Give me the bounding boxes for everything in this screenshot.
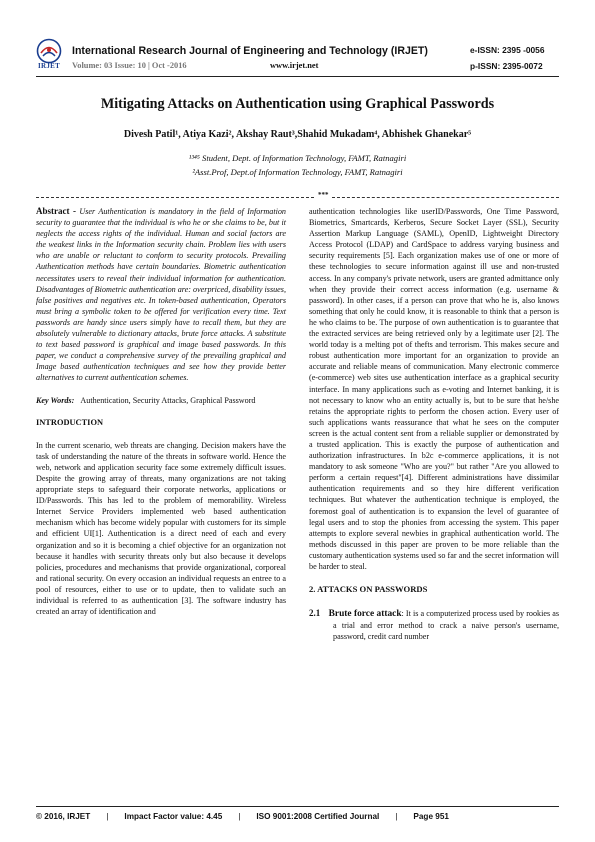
separator-mark: ***: [318, 191, 329, 199]
introduction-text: In the current scenario, web threats are changing. Decision makers have the task of understanding the nature of the threats in software world. Hence the web, network and application security face some extremely difficult issues. Despite the growing array of threats, many organizations are not taking appropriate steps to safeguard their corporate networks, applications or ID/Passwords. This has led to the problem of memorability. Wireless Internet Service Providers implemented web based authentication mechanism which has become widely popular with customers for its simple and efficient UI[1]. Authentication is a direct need of each and every organization and so it is becoming a chief objective for an organization not because it handles with security threats only but also because it develops policies, procedures and mechanisms that provide organizational, corporeal and rational security. On every occasion an individual requests an entree to a pool of resources, either to use or to update, then to validate such an individual is referred to as authentication [3]. The software industry has created an array of identification and: [36, 440, 286, 617]
footer-iso: ISO 9001:2008 Certified Journal: [256, 812, 380, 821]
affiliation-professor: ²Asst.Prof, Dept.of Information Technology, FAMT, Ratnagiri: [192, 167, 403, 177]
left-column: [36, 206, 286, 628]
footer-page-number: Page 951: [413, 812, 449, 821]
right-column: [309, 206, 559, 653]
page-footer: [36, 812, 559, 821]
footer-divider: |: [238, 812, 241, 821]
separator-line-left: [36, 197, 314, 198]
affiliation-students: ¹³⁴⁵ Student, Dept. of Information Technology, FAMT, Ratnagiri: [188, 153, 407, 163]
keywords-paragraph: [36, 395, 286, 406]
keywords-label: Key Words:: [36, 395, 75, 405]
author-list: Divesh Patil¹, Atiya Kazi², Akshay Raut³,Shahid Mukadam⁴, Abhishek Ghanekar⁵: [123, 129, 472, 140]
header-rule: [36, 76, 559, 77]
journal-website-link[interactable]: www.irjet.net: [270, 61, 319, 70]
footer-rule: [36, 806, 559, 807]
abstract-text: User Authentication is mandatory in the field of Information security to guarantee that the individual is who he or she claims to be, but it neglects the access rights of the individual. Human and social factors are the weakest links in the Information security chain. Problem lies with users who are unable or reluctant to conform to security protocols. Prevailing Authentication methods have certain boundaries. Biometric authentication necessitates users to reveal their individual information for authentication. Disadvantages of Biometric authentication are: overpriced, disability issues, false positives and negatives etc. In token-based authentication, Operators must bring a symbolic token to be offered for verification every time. Text passwords are handy since users simply have to recall them, but they are absolutely vulnerable to dictionary attacks, brute force attacks. A substitute to text based password is graphical and image based passwords. In this paper, we conduct a comprehensive survey of the prevailing graphical and Image based authentication techniques and see how they provide better alternatives to current authentication schemes.: [36, 207, 286, 383]
section-2-1-text: : It is a computerized process used by rookies as a trial and error method to crack a naive person's username, password, credit card number: [333, 609, 559, 642]
section-2-1-paragraph: [309, 608, 559, 642]
paper-title: Mitigating Attacks on Authentication using Graphical Passwords: [100, 96, 495, 112]
section-2-1-number: 2.1: [309, 608, 321, 619]
volume-issue: Volume: 03 Issue: 10 | Oct -2016: [72, 61, 187, 70]
footer-divider: |: [395, 812, 398, 821]
footer-copyright: © 2016, IRJET: [36, 812, 91, 821]
introduction-heading: INTRODUCTION: [36, 417, 104, 427]
section-separator: [36, 192, 559, 202]
section-2-1-label: Brute force attack: [328, 609, 402, 620]
e-issn: e-ISSN: 2395 -0056: [470, 45, 545, 55]
abstract-paragraph: [36, 206, 286, 384]
logo-text: IRJET: [37, 62, 61, 70]
abstract-label: Abstract -: [36, 206, 77, 216]
footer-divider: |: [106, 812, 109, 821]
keywords-text: Authentication, Security Attacks, Graphical Password: [80, 395, 256, 405]
irjet-logo-icon: [36, 38, 62, 64]
section-2-heading: 2. ATTACKS ON PASSWORDS: [309, 584, 428, 595]
p-issn: p-ISSN: 2395-0072: [470, 61, 543, 71]
introduction-continuation: authentication technologies like userID/Passwords, One Time Password, Biometrics, Smartcards, Kerberos, Secure Socket Layer (SSL), Security Assertion Markup Language (SAML), OpenID, Lightweight Directory Access Protocol (LDAP) and CardSpace to address varying business and security requirements [5]. Each organization makes use of one or more of these technologies to secure information against ill use and non-trusted access. In any company's private network, users are granted admittance only when they provide their correct access information (e.g. username & password). In other cases, if a person can prove that who he is, also knows something that only he could know, it is reasonable to think that a person is he who claims to be. The purpose of own authentication is to guarantee that the extracted services are being retrieved only by a legitimate user [2]. The world today is a melting pot of thefts and terrorism. This makes secure and robust authentication more important for an organization to provide an accurate and reliable means of communication. Many electronic commerce (e-commerce) web sites use authentication interface as a graphical security interface. In many applications such as e-voting and Internet banking, it is not necessary to know who an entity actually is, but to be sure that he/she retains the appropriate rights to perform the chosen action. Every user of such applications wants reassurance that what he sees on the computer screen is the actual content sent from a reliable supplier or demonstrated by a trusted application. This is exactly the purpose of authentication and authorization infrastructures. In b2c e-commerce applications, it is not mandatory to ask someone "Who are you?" but rather "Are you allowed to perform a certain request"[4]. Different administrations have dissimilar authentication requirements and so they hire different verification techniques. But whatever the authentication technique is employed, the foremost goal of authentication is to expansion the level of guarantee of legal users and to stop the phonies from accessing the system. This paper attempts to explore several newbies in graphical authentication world. The methods discussed in this paper are proven to be more reliable than the customary authentication systems used so far and the secret information will be harder to steal.: [309, 207, 559, 571]
separator-line-right: [332, 197, 559, 198]
journal-title: International Research Journal of Engineering and Technology (IRJET): [72, 45, 428, 57]
footer-impact-factor: Impact Factor value: 4.45: [124, 812, 223, 821]
